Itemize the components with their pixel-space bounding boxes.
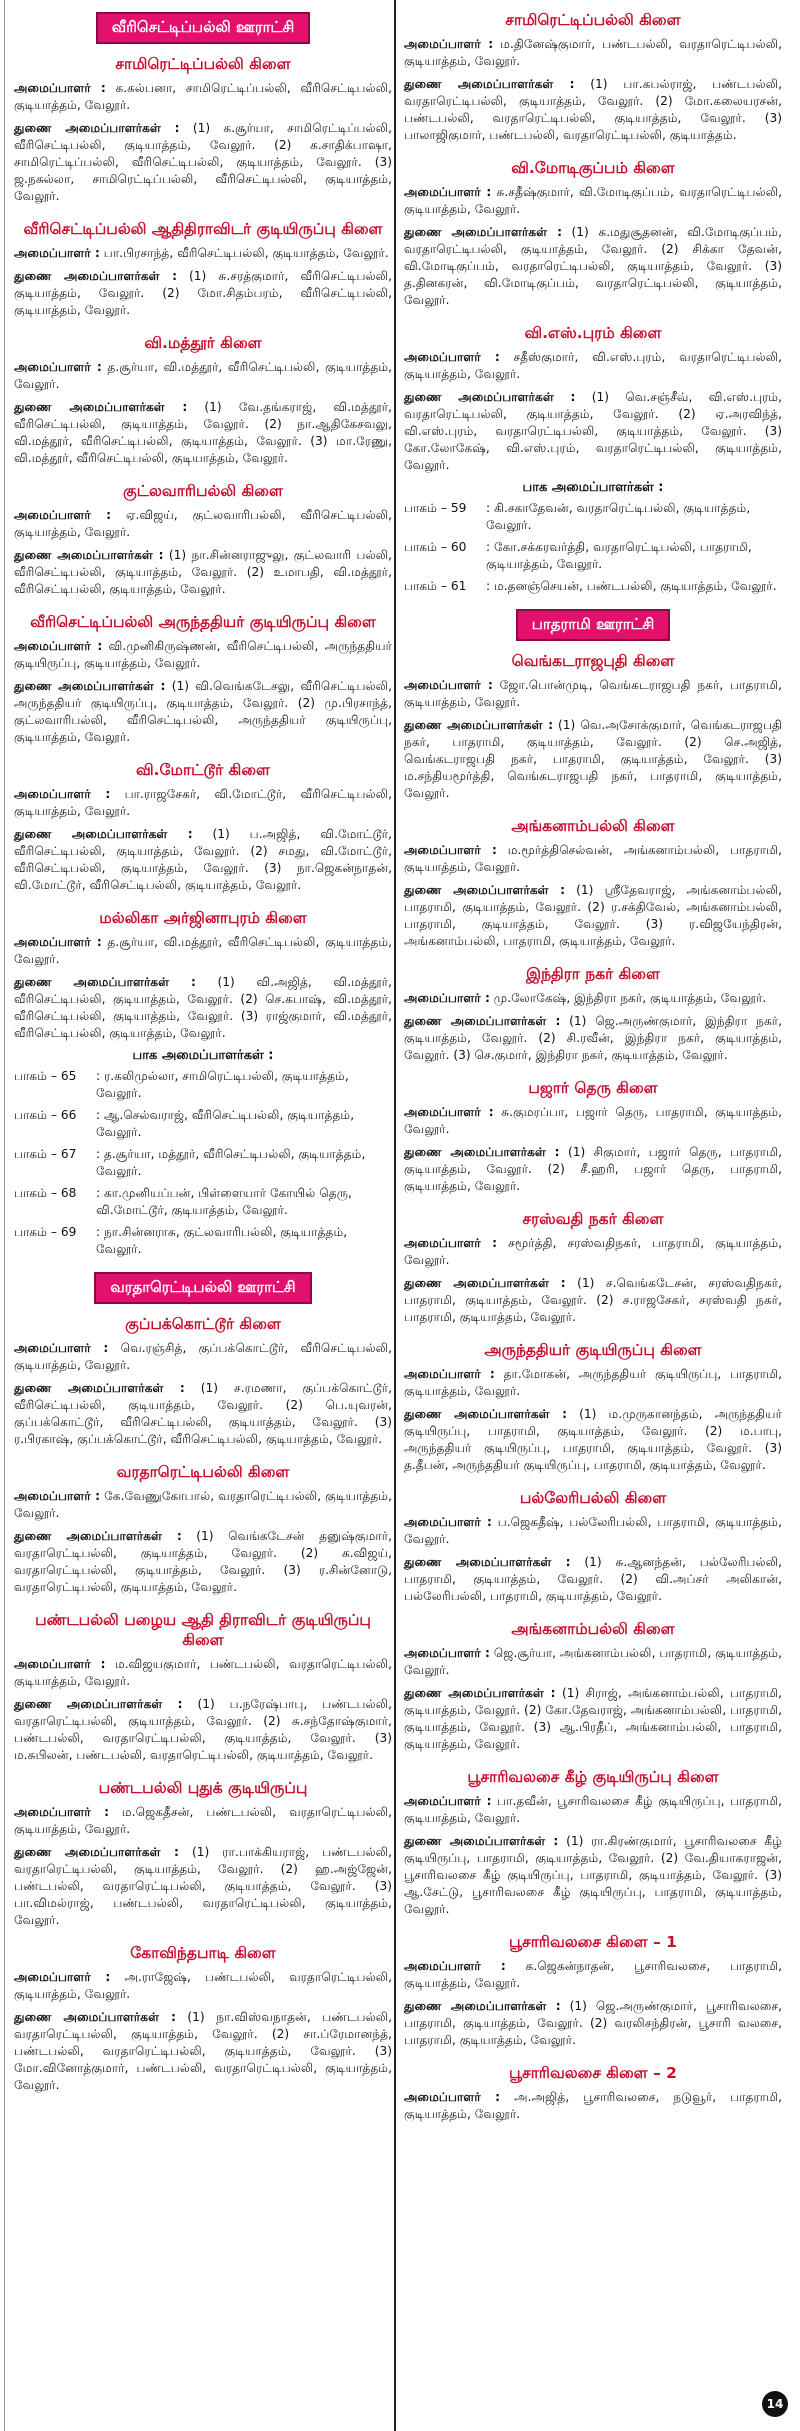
organizer-line: [14, 638, 392, 672]
deputy-organizers-label: துணை அமைப்பாளர்கள் :: [404, 225, 562, 239]
booth-row: [14, 1224, 392, 1258]
booth-organizer: : கா.முனியப்பன், பிள்ளையார் கோயில் தெரு, வி.மோட்டூர், குடியாத்தம், வேலூர்.: [96, 1186, 352, 1217]
left-margin-rule: [4, 0, 5, 2431]
organizer-label: அமைப்பாளர் :: [404, 1794, 492, 1808]
deputy-organizers-text: (1) வி.அஜித், வி.மத்தூர், வீரிசெட்டிபல்லி, குடியாத்தம், வேலூர். (2) செ.கபாஷ், வி.மத்தூர், வீரிசெட்டிபல்லி, குடியாத்தம், வேலூர். (3) ராஜ்குமார், வி.மத்தூர், வீரிசெட்டிபல்லி, குடியாத்தம், வேலூர்.: [14, 975, 392, 1040]
booth-organizer: : நா.சின்னராசு, குட்லவாரிபல்லி, குடியாத்தம், வேலூர்.: [96, 1225, 348, 1256]
branch-heading: அங்கனாம்பல்லி கிளை: [511, 817, 675, 835]
deputy-organizers-label: துணை அமைப்பாளர்கள் :: [14, 1697, 183, 1711]
deputy-organizers-text: (1) வெ.சஞ்சீவ், வி.எஸ்.புரம், வரதாரெட்டிபல்லி, குடியாத்தம், வேலூர். (2) ஏ.அரவிந்த், வி.எஸ்.புரம், வரதாரெட்டிபல்லி, குடியாத்தம், வேலூர். (3) கோ.லோகேஷ், வி.எஸ்.புரம், வரதாரெட்டிபல்லி, குடியாத்தம், வேலூர்.: [404, 390, 782, 472]
organizer-label: அமைப்பாளர் :: [14, 1657, 106, 1671]
deputy-organizers-label: துணை அமைப்பாளர்கள் :: [404, 1686, 556, 1700]
organizer-label: அமைப்பாளர் :: [14, 81, 106, 95]
deputy-organizers-line: [404, 1998, 782, 2049]
branch-section: [14, 1610, 392, 1764]
organizer-text: பா.பிரசாந்த், வீரிசெட்டிபல்லி, குடியாத்தம், வேலூர்.: [103, 246, 389, 260]
deputy-organizers-label: துணை அமைப்பாளர்கள் :: [14, 1845, 179, 1859]
deputy-organizers-label: துணை அமைப்பாளர்கள் :: [404, 77, 575, 91]
organizer-text: வெ.ரஞ்சித், குப்பக்கொட்டூர், வீரிசெட்டிபல்லி, குடியாத்தம், வேலூர்.: [14, 1341, 393, 1372]
booth-organizer: : ர.கலிமுல்லா, சாமிரெட்டிபல்லி, குடியாத்தம், வேலூர்.: [96, 1069, 349, 1100]
organizer-line: [14, 359, 392, 393]
deputy-organizers-line: [404, 882, 782, 950]
branch-heading: கோவிந்தபாடி கிளை: [130, 1944, 276, 1962]
organizer-line: [404, 1958, 782, 1992]
organizer-label: அமைப்பாளர் :: [404, 678, 493, 692]
panchayat-banner: வீரிசெட்டிப்பல்லி ஊராட்சி: [96, 12, 310, 44]
organizer-label: அமைப்பாளர் :: [404, 1515, 492, 1529]
branch-section: [404, 816, 782, 950]
deputy-organizers-text: (1) க.மதுசூதனன், வி.மோடிகுப்பம், வரதாரெட்டிபல்லி, குடியாத்தம், வேலூர். (2) சிக்கா தேவன், வி.மோடிகுப்பம், வரதாரெட்டிபல்லி, குடியாத்தம், வேலூர். (3) த.தினகரன், வி.மோடிகுப்பம், வரதாரெட்டிபல்லி, குடியாத்தம், வேலூர்.: [404, 225, 782, 307]
branch-section: [14, 908, 392, 1258]
branch-section: [404, 1340, 782, 1474]
deputy-organizers-line: [14, 1528, 392, 1596]
organizer-label: அமைப்பாளர் :: [404, 1236, 498, 1250]
organizer-line: [14, 507, 392, 541]
column-divider: [394, 0, 396, 2431]
branch-section: [14, 333, 392, 467]
organizer-label: அமைப்பாளர் :: [14, 1805, 109, 1819]
deputy-organizers-label: துணை அமைப்பாளர்கள் :: [14, 121, 180, 135]
organizer-text: வி.முனிகிருஷ்ணன், வீரிசெட்டிபல்லி, அருந்ததியர் குடியிருப்பு, குடியாத்தம், வேலூர்.: [14, 639, 393, 670]
deputy-organizers-text: (1) ப.நரேஷ்பாபு, பண்டபல்லி, வரதாரெட்டிபல்லி, குடியாத்தம், வேலூர். (2) சு.சந்தோஷ்குமார், பண்டபல்லி, வரதாரெட்டிபல்லி, குடியாத்தம், வேலூர். (3) ம.சுபிலன், பண்டபல்லி, வரதாரெட்டிபல்லி, குடியாத்தம், வேலூர்.: [14, 1697, 392, 1762]
branch-section: [14, 219, 392, 319]
organizer-text: த.சூர்யா, வி.மத்தூர், வீரிசெட்டிபல்லி, குடியாத்தம், வேலூர்.: [14, 360, 392, 391]
deputy-organizers-label: துணை அமைப்பாளர்கள் :: [404, 718, 553, 732]
branch-section: [14, 1778, 392, 1929]
deputy-organizers-label: துணை அமைப்பாளர்கள் :: [14, 827, 193, 841]
branch-section: [14, 612, 392, 746]
organizer-line: [404, 1645, 782, 1679]
organizer-label: அமைப்பாளர் :: [404, 2090, 501, 2104]
organizer-text: தா.மோகன், அருந்ததியர் குடியிருப்பு, பாதராமி, குடியாத்தம், வேலூர்.: [404, 1367, 782, 1398]
organizer-text: ம.ஜெகதீசன், பண்டபல்லி, வரதாரெட்டிபல்லி, குடியாத்தம், வேலூர்.: [14, 1805, 392, 1836]
booth-organizer: : ம.தனஞ்செயன், பண்டபல்லி, குடியாத்தம், வேலூர்.: [486, 579, 777, 593]
branch-heading: இந்திரா நகர் கிளை: [526, 965, 660, 983]
organizer-text: அ.ராஜேஷ், பண்டபல்லி, வரதாரெட்டிபல்லி, குடியாத்தம், வேலூர்.: [14, 1970, 393, 2001]
panchayat-banner: வரதாரெட்டிபல்லி ஊராட்சி: [94, 1272, 311, 1304]
deputy-organizers-line: [14, 1844, 392, 1929]
organizer-line: [404, 1235, 782, 1269]
organizer-line: [14, 1969, 392, 2003]
branch-heading: பூசாரிவலசை கிளை – 1: [509, 1933, 677, 1951]
deputy-organizers-text: (1) பா.கபல்ராஜ், பண்டபல்லி, வரதாரெட்டிபல்லி, குடியாத்தம், வேலூர். (2) மோ.கலையரசன், பண்டபல்லி, வரதாரெட்டிபல்லி, குடியாத்தம், வேலூர். (3) பாலாஜிகுமார், பண்டபல்லி, வரதாரெட்டிபல்லி, குடியாத்தம்.: [404, 77, 782, 142]
page-number: 14: [762, 2391, 788, 2417]
organizer-label: அமைப்பாளர் :: [404, 991, 490, 1005]
organizer-text: மு.லோகேஷ், இந்திரா நகர், குடியாத்தம், வேலூர்.: [493, 991, 767, 1005]
organizer-text: ம.மூர்த்திசெல்வன், அங்கனாம்பல்லி, பாதராமி, குடியாத்தம், வேலூர்.: [404, 843, 782, 874]
organizer-text: ஏ.விஜய், குட்லவாரிபல்லி, வீரிசெட்டிபல்லி, குடியாத்தம், வேலூர்.: [14, 508, 393, 539]
deputy-organizers-text: (1) ரா.கிரண்குமார், பூசாரிவலசை கீழ் குடியிருப்பு, பாதராமி, குடியாத்தம், வேலூர். (2) வே.தியாகராஜன், பூசாரிவலசை கீழ் குடியிருப்பு, பாதராமி, குடியாத்தம், வேலூர். (3) ஆ.சேட்டு, பூசாரிவலசை கீழ் குடியிருப்பு, பாதராமி, குடியாத்தம், வேலூர்.: [404, 1834, 782, 1916]
deputy-organizers-text: (1) ச.ரமணா, குப்பக்கொட்டூர், வீரிசெட்டிபல்லி, குடியாத்தம், வேலூர். (2) பெ.யுவரன், குப்பக்கொட்டூர், வீரிசெட்டிபல்லி, குடியாத்தம், வேலூர். (3) ர.பிரகாஷ், குப்பக்கொட்டூர், வீரிசெட்டிபல்லி, குடியாத்தம், வேலூர்.: [14, 1381, 393, 1446]
branch-section: [404, 1767, 782, 1918]
organizer-label: அமைப்பாளர் :: [404, 1959, 506, 1973]
deputy-organizers-text: (1) சு.ஆனந்தன், பல்லேரிபல்லி, பாதராமி, குடியாத்தம், வேலூர். (2) வி.அப்சர் அலிகான், பல்லேரிபல்லி, பாதராமி, குடியாத்தம், வேலூர்.: [404, 1555, 782, 1603]
deputy-organizers-text: (1) நா.விஸ்வநாதன், பண்டபல்லி, வரதாரெட்டிபல்லி, குடியாத்தம், வேலூர். (2) சா.ப்ரேமானந்த், பண்டபல்லி, வரதாரெட்டிபல்லி, குடியாத்தம், வேலூர். (3) மோ.வினோத்குமார், பண்டபல்லி, வரதாரெட்டிபல்லி, குடியாத்தம், வேலூர்.: [14, 2010, 393, 2092]
organizer-line: [404, 349, 782, 383]
branch-heading: பல்லேரிபல்லி கிளை: [519, 1489, 667, 1507]
organizer-line: [14, 786, 392, 820]
organizer-label: அமைப்பாளர் :: [404, 37, 494, 51]
deputy-organizers-line: [404, 1685, 782, 1753]
deputy-organizers-line: [404, 76, 782, 144]
organizer-label: அமைப்பாளர் :: [404, 1105, 494, 1119]
organizer-label: அமைப்பாளர் :: [404, 1367, 495, 1381]
branch-heading: குட்லவாரிபல்லி கிளை: [123, 482, 283, 500]
deputy-organizers-label: துணை அமைப்பாளர்கள் :: [14, 2010, 176, 2024]
branch-section: [404, 323, 782, 595]
booth-row: [404, 539, 782, 573]
branch-section: [404, 1078, 782, 1195]
organizer-text: ப.ஜெகதீஷ், பல்லேரிபல்லி, பாதராமி, குடியாத்தம், வேலூர்.: [404, 1515, 782, 1546]
branch-section: [14, 760, 392, 894]
booth-number: பாகம் – 65: [14, 1069, 77, 1083]
booth-number: பாகம் – 69: [14, 1225, 77, 1239]
booth-organizer: : ஆ.செல்வராஜ், வீரிசெட்டிபல்லி, குடியாத்தம், வேலூர்.: [96, 1108, 355, 1139]
booth-number: பாகம் – 60: [404, 540, 467, 554]
branch-section: [404, 158, 782, 309]
booth-organizer: : த.சூர்யா, மத்தூர், வீரிசெட்டிபல்லி, குடியாத்தம், வேலூர்.: [96, 1147, 366, 1178]
organizer-text: சமூர்த்தி, சரஸ்வதிநகர், பாதராமி, குடியாத்தம், வேலூர்.: [404, 1236, 783, 1267]
branch-section: [404, 2063, 782, 2123]
deputy-organizers-text: (1) ஜெ.அருண்குமார், பூசாரிவலசை, பாதராமி, குடியாத்தம், வேலூர். (2) வரலிசந்திரன், பூசாரி வலசை, பாதராமி, குடியாத்தம், வேலூர்.: [404, 1999, 782, 2047]
deputy-organizers-line: [404, 224, 782, 309]
deputy-organizers-line: [14, 1696, 392, 1764]
branch-heading: அருந்ததியர் குடியிருப்பு கிளை: [484, 1341, 702, 1359]
branch-section: [404, 1619, 782, 1753]
deputy-organizers-label: துணை அமைப்பாளர்கள் :: [14, 548, 164, 562]
deputy-organizers-label: துணை அமைப்பாளர்கள் :: [404, 883, 566, 897]
deputy-organizers-line: [14, 120, 392, 205]
organizer-label: அமைப்பாளர் :: [14, 787, 111, 801]
organizer-text: க.கல்பனா, சாமிரெட்டிப்பல்லி, வீரிசெட்டிபல்லி, குடியாத்தம், வேலூர்.: [14, 81, 393, 112]
deputy-organizers-line: [14, 547, 392, 598]
organizer-line: [14, 934, 392, 968]
deputy-organizers-label: துணை அமைப்பாளர்கள் :: [404, 1145, 560, 1159]
organizer-text: பா.தவீன், பூசாரிவலசை கீழ் குடியிருப்பு, பாதராமி, குடியாத்தம், வேலூர்.: [404, 1794, 783, 1825]
deputy-organizers-line: [14, 678, 392, 746]
right-column: [404, 6, 782, 2137]
organizer-text: சு.சதீஷ்குமார், வி.மோடிகுப்பம், வரதாரெட்டிபல்லி, குடியாத்தம், வேலூர்.: [404, 185, 783, 216]
deputy-organizers-text: (1) சிராஜ், அங்கனாம்பல்லி, பாதராமி, குடியாத்தம், வேலூர். (2) கோ.தேவராஜ், அங்கனாம்பல்லி, பாதராமி, குடியாத்தம், வேலூர். (3) ஆ.பிரதீப், அங்கனாம்பல்லி, பாதராமி, குடியாத்தம், வேலூர்.: [404, 1686, 782, 1751]
organizer-line: [14, 1340, 392, 1374]
branch-section: [14, 54, 392, 205]
deputy-organizers-text: (1) நா.சின்னராஜுலு, குட்லவாரி பல்லி, வீரிசெட்டிபல்லி, குடியாத்தம், வேலூர். (2) உமாபதி, வி.மத்தூர், வீரிசெட்டிபல்லி, குடியாத்தம், வேலூர்.: [14, 548, 393, 596]
organizer-label: அமைப்பாளர் :: [404, 843, 497, 857]
organizer-line: [404, 677, 782, 711]
deputy-organizers-line: [404, 389, 782, 474]
booth-number: பாகம் – 61: [404, 579, 467, 593]
deputy-organizers-line: [404, 1406, 782, 1474]
organizer-label: அமைப்பாளர் :: [404, 1646, 490, 1660]
deputy-organizers-label: துணை அமைப்பாளர்கள் :: [14, 1381, 185, 1395]
booth-row: [14, 1185, 392, 1219]
deputy-organizers-text: (1) ஸ்ரீதேவராஜ், அங்கனாம்பல்லி, பாதராமி, குடியாத்தம், வேலூர். (2) ர.சக்திவேல், அங்கனாம்பல்லி, பாதராமி, குடியாத்தம், வேலூர். (3) ர.விஜயேந்திரன், அங்கனாம்பல்லி, பாதராமி, குடியாத்தம், வேலூர்.: [404, 883, 782, 948]
deputy-organizers-text: (1) வெ.அசோக்குமார், வெங்கடராஜபதி நகர், பாதராமி, குடியாத்தம், வேலூர். (2) செ.அஜித், வெங்கடராஜபதி நகர், பாதராமி, குடியாத்தம், வேலூர். (3) ம.சந்தியமூர்த்தி, வெங்கடராஜபதி நகர், பாதராமி, குடியாத்தம், வேலூர்.: [404, 718, 782, 800]
deputy-organizers-text: (1) வே.தங்கராஜ், வி.மத்தூர், வீரிசெட்டிபல்லி, குடியாத்தம், வேலூர். (2) நா.ஆதிகேசவலு, வி.மத்தூர், வீரிசெட்டிபல்லி, குடியாத்தம், வேலூர். (3) மா.ரேணு, வி.மத்தூர், வீரிசெட்டிபல்லி, குடியாத்தம், வேலூர்.: [14, 400, 392, 465]
branch-heading: பண்டபல்லி புதுக் குடியிருப்பு: [98, 1779, 308, 1797]
branch-heading: குப்பக்கொட்டூர் கிளை: [125, 1315, 281, 1333]
branch-heading: வெங்கடராஜபுதி கிளை: [511, 652, 675, 670]
booth-organizer: : கி.சகாதேவன், வரதாரெட்டிபல்லி, குடியாத்தம், வேலூர்.: [486, 501, 751, 532]
branch-section: [404, 1932, 782, 2049]
branch-section: [14, 1314, 392, 1448]
branch-section: [404, 964, 782, 1064]
deputy-organizers-text: (1) சு.சரத்குமார், வீரிசெட்டிபல்லி, குடியாத்தம், வேலூர். (2) மோ.சிதம்பரம், வீரிசெட்டிபல்லி, குடியாத்தம், வேலூர்.: [14, 269, 392, 317]
booth-number: பாகம் – 68: [14, 1186, 77, 1200]
organizer-text: ம.தினேஷ்குமார், பண்டபல்லி, வரதாரெட்டிபல்லி, குடியாத்தம், வேலூர்.: [404, 37, 782, 68]
organizer-text: சு.குமரப்பா, பஜார் தெரு, பாதராமி, குடியாத்தம், வேலூர்.: [404, 1105, 783, 1136]
branch-heading: வீரிசெட்டிப்பல்லி அருந்ததியர் குடியிருப்பு கிளை: [30, 613, 376, 631]
deputy-organizers-label: துணை அமைப்பாளர்கள் :: [404, 1276, 566, 1290]
deputy-organizers-text: (1) ம.முருகானந்தம், அருந்ததியர் குடியிருப்பு, பாதராமி, குடியாத்தம், வேலூர். (2) ம.பாபு, அருந்ததியர் குடியிருப்பு, பாதராமி, குடியாத்தம், வேலூர். (3) த.தீபன், அருந்ததியர் குடியிருப்பு, பாதராமி, குடியாத்தம், வேலூர்.: [404, 1407, 782, 1472]
deputy-organizers-line: [14, 1380, 392, 1448]
organizer-line: [14, 80, 392, 114]
branch-section: [14, 1943, 392, 2094]
branch-section: [404, 10, 782, 144]
organizer-line: [404, 1366, 782, 1400]
organizer-label: அமைப்பாளர் :: [14, 639, 103, 653]
organizer-label: அமைப்பாளர் :: [14, 508, 111, 522]
branch-section: [404, 651, 782, 802]
organizer-text: ம.விஜயகுமார், பண்டபல்லி, வரதாரெட்டிபல்லி, குடியாத்தம், வேலூர்.: [14, 1657, 392, 1688]
branch-heading: சாமிரெட்டிப்பல்லி கிளை: [115, 55, 291, 73]
deputy-organizers-text: (1) க.சூர்யா, சாமிரெட்டிப்பல்லி, வீரிசெட்டிபல்லி, குடியாத்தம், வேலூர். (2) க.சாதிக்பாஷா, சாமிரெட்டிப்பல்லி, வீரிசெட்டிபல்லி, குடியாத்தம், வேலூர். (3) ஜ.நசுல்லா, சாமிரெட்டிப்பல்லி, வீரிசெட்டிபல்லி, குடியாத்தம், வேலூர்.: [14, 121, 392, 203]
deputy-organizers-label: துணை அமைப்பாளர்கள் :: [404, 1407, 568, 1421]
deputy-organizers-label: துணை அமைப்பாளர்கள் :: [14, 679, 166, 693]
branch-heading: பண்டபல்லி பழைய ஆதி திராவிடர் குடியிருப்பு கிளை: [35, 1611, 371, 1649]
deputy-organizers-text: (1) ப.அஜித், வி.மோட்டூர், வீரிசெட்டிபல்லி, குடியாத்தம், வேலூர். (2) சமது, வி.மோட்டூர், வீரிசெட்டிபல்லி, குடியாத்தம், வேலூர். (3) நா.ஜெகன்நாதன், வி.மோட்டூர், வீரிசெட்டிபல்லி, குடியாத்தம், வேலூர்.: [14, 827, 392, 892]
organizer-label: அமைப்பாளர் :: [404, 185, 492, 199]
organizer-label: அமைப்பாளர் :: [14, 246, 100, 260]
organizer-text: த.சூர்யா, வி.மத்தூர், வீரிசெட்டிபல்லி, குடியாத்தம், வேலூர்.: [14, 935, 392, 966]
organizer-text: கே.வேணுகோபால், வரதாரெட்டிபல்லி, குடியாத்தம், வேலூர்.: [14, 1489, 392, 1520]
deputy-organizers-label: துணை அமைப்பாளர்கள் :: [14, 975, 196, 989]
booth-organizers-heading: பாக அமைப்பாளர்கள் :: [132, 1048, 274, 1063]
booth-row: [404, 578, 782, 595]
organizer-label: அமைப்பாளர் :: [14, 1489, 101, 1503]
organizer-label: அமைப்பாளர் :: [14, 1341, 109, 1355]
branch-heading: வி.மத்தூர் கிளை: [144, 334, 262, 352]
organizer-line: [404, 990, 782, 1007]
deputy-organizers-line: [14, 399, 392, 467]
deputy-organizers-label: துணை அமைப்பாளர்கள் :: [14, 1529, 182, 1543]
organizer-text: ஜோ.பொன்முடி, வெங்கடராஜபதி நகர், பாதராமி, குடியாத்தம், வேலூர்.: [404, 678, 783, 709]
deputy-organizers-label: துணை அமைப்பாளர்கள் :: [14, 269, 177, 283]
deputy-organizers-label: துணை அமைப்பாளர்கள் :: [404, 1834, 559, 1848]
deputy-organizers-text: (1) சிகுமார், பஜார் தெரு, பாதராமி, குடியாத்தம், வேலூர். (2) சீ.ஹரி, பஜார் தெரு, பாதராமி, குடியாத்தம், வேலூர்.: [404, 1145, 783, 1193]
organizer-text: பா.ராஜசேகர், வி.மோட்டூர், வீரிசெட்டிபல்லி, குடியாத்தம், வேலூர்.: [14, 787, 393, 818]
organizer-text: அ.அஜித், பூசாரிவலசை, நடுவூர், பாதராமி, குடியாத்தம், வேலூர்.: [404, 2090, 783, 2121]
booth-organizer: : கோ.சக்கரவர்த்தி, வரதாரெட்டிபல்லி, பாதராமி, குடியாத்தம், வேலூர்.: [486, 540, 752, 571]
deputy-organizers-text: (1) ஜெ.அருண்குமார், இந்திரா நகர், குடியாத்தம், வேலூர். (2) சி.ரவீன், இந்திரா நகர், குடியாத்தம், வேலூர். (3) செ.குமார், இந்திரா நகர், குடியாத்தம், வேலூர்.: [404, 1014, 782, 1062]
deputy-organizers-line: [404, 1013, 782, 1064]
deputy-organizers-label: துணை அமைப்பாளர்கள் :: [404, 1555, 571, 1569]
deputy-organizers-line: [404, 1833, 782, 1918]
branch-section: [14, 1462, 392, 1596]
branch-heading: பஜார் தெரு கிளை: [528, 1079, 658, 1097]
organizer-label: அமைப்பாளர் :: [14, 360, 102, 374]
deputy-organizers-text: (1) வெங்கடேசன் தனுஷ்குமார், வரதாரெட்டிபல்லி, குடியாத்தம், வேலூர். (2) க.விஜய், வரதாரெட்டிபல்லி, குடியாத்தம், வேலூர். (3) ர.சின்னோடு, வரதாரெட்டிபல்லி, குடியாத்தம், வேலூர்.: [14, 1529, 392, 1594]
deputy-organizers-line: [404, 1144, 782, 1195]
organizer-line: [404, 2089, 782, 2123]
booth-number: பாகம் – 59: [404, 501, 467, 515]
deputy-organizers-label: துணை அமைப்பாளர்கள் :: [404, 1999, 561, 2013]
organizer-line: [404, 184, 782, 218]
booth-number: பாகம் – 67: [14, 1147, 77, 1161]
deputy-organizers-text: (1) வி.வெங்கடேசலு, வீரிசெட்டிபல்லி, அருந்ததியர் குடியிருப்பு, குடியாத்தம், வேலூர். (2) மு.பிரசாந்த், குட்லவாரிபல்லி, வீரிசெட்டிபல்லி, அருந்ததியர் குடியிருப்பு, குடியாத்தம், வேலூர்.: [14, 679, 392, 744]
branch-heading: சரஸ்வதி நகர் கிளை: [522, 1210, 664, 1228]
deputy-organizers-line: [14, 826, 392, 894]
booth-row: [14, 1107, 392, 1141]
branch-heading: பூசாரிவலசை கீழ் குடியிருப்பு கிளை: [467, 1768, 719, 1786]
branch-heading: அங்கனாம்பல்லி கிளை: [511, 1620, 675, 1638]
organizer-text: க.ஜெகன்நாதன், பூசாரிவலசை, பாதராமி, குடியாத்தம், வேலூர்.: [404, 1959, 783, 1990]
deputy-organizers-line: [14, 974, 392, 1042]
deputy-organizers-text: (1) ச.வெங்கடேசன், சரஸ்வதிநகர், பாதராமி, குடியாத்தம், வேலூர். (2) ச.ராஜசேகர், சரஸ்வதி நகர், பாதராமி, குடியாத்தம், வேலூர்.: [404, 1276, 782, 1324]
organizer-line: [404, 36, 782, 70]
organizer-text: சதீஸ்குமார், வி.எஸ்.புரம், வரதாரெட்டிபல்லி, குடியாத்தம், வேலூர்.: [404, 350, 783, 381]
organizer-line: [14, 1488, 392, 1522]
organizer-text: ஜெ.சூர்யா, அங்கனாம்பல்லி, பாதராமி, குடியாத்தம், வேலூர்.: [404, 1646, 782, 1677]
booth-number: பாகம் – 66: [14, 1108, 77, 1122]
branch-section: [404, 1488, 782, 1605]
organizer-line: [14, 1656, 392, 1690]
branch-heading: வி.மோட்டூர் கிளை: [135, 761, 271, 779]
organizer-label: அமைப்பாளர் :: [14, 935, 102, 949]
organizer-line: [404, 1793, 782, 1827]
organizer-line: [404, 1514, 782, 1548]
branch-heading: வி.மோடிகுப்பம் கிளை: [511, 159, 675, 177]
organizer-line: [14, 1804, 392, 1838]
booth-organizers-heading: பாக அமைப்பாளர்கள் :: [522, 480, 664, 495]
booth-row: [14, 1146, 392, 1180]
branch-heading: சாமிரெட்டிப்பல்லி கிளை: [505, 11, 681, 29]
deputy-organizers-label: துணை அமைப்பாளர்கள் :: [404, 390, 576, 404]
branch-heading: வீரிசெட்டிப்பல்லி ஆதிதிராவிடர் குடியிருப்பு கிளை: [23, 220, 383, 238]
organizer-line: [404, 1104, 782, 1138]
deputy-organizers-line: [14, 2009, 392, 2094]
panchayat-banner: பாதராமி ஊராட்சி: [516, 609, 671, 641]
branch-section: [404, 1209, 782, 1326]
branch-heading: வி.எஸ்.புரம் கிளை: [524, 324, 662, 342]
deputy-organizers-text: (1) ரா.பாக்கியராஜ், பண்டபல்லி, வரதாரெட்டிபல்லி, குடியாத்தம், வேலூர். (2) ஹ.அஜ்ஜேன், பண்டபல்லி, வரதாரெட்டிபல்லி, குடியாத்தம், வேலூர். (3) பா.விமல்ராஜ், பண்டபல்லி, வரதாரெட்டிபல்லி, குடியாத்தம், வேலூர்.: [14, 1845, 392, 1927]
branch-heading: வரதாரெட்டிபல்லி கிளை: [116, 1463, 290, 1481]
deputy-organizers-line: [404, 1275, 782, 1326]
booth-row: [14, 1068, 392, 1102]
organizer-line: [14, 245, 392, 262]
branch-section: [14, 481, 392, 598]
deputy-organizers-label: துணை அமைப்பாளர்கள் :: [14, 400, 188, 414]
deputy-organizers-line: [404, 717, 782, 802]
organizer-label: அமைப்பாளர் :: [14, 1970, 111, 1984]
left-column: [14, 6, 392, 2108]
organizer-line: [404, 842, 782, 876]
deputy-organizers-line: [404, 1554, 782, 1605]
branch-heading: மல்லிகா அர்ஜினாபுரம் கிளை: [99, 909, 307, 927]
organizer-label: அமைப்பாளர் :: [404, 350, 500, 364]
deputy-organizers-line: [14, 268, 392, 319]
booth-row: [404, 500, 782, 534]
branch-heading: பூசாரிவலசை கிளை – 2: [509, 2064, 677, 2082]
deputy-organizers-label: துணை அமைப்பாளர்கள் :: [404, 1014, 561, 1028]
